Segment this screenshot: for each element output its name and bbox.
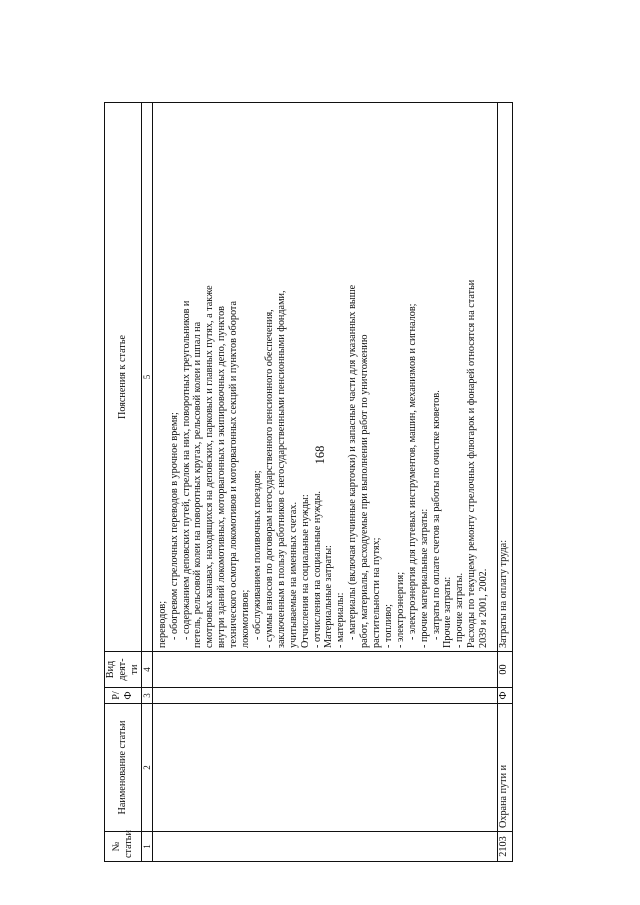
explanation-line: внутри зданий локомотивных, моторвагонных и экипировочных депо, пунктов bbox=[216, 306, 228, 648]
column-number-5: 5 bbox=[141, 103, 152, 652]
page-number: 168 bbox=[313, 445, 327, 465]
continuation-vid-cell bbox=[152, 652, 497, 688]
explanation-line: - обслуживанием поливочных поездов; bbox=[251, 470, 263, 640]
explanation-line: технического осмотра локомотивов и моторвагонных секций и пунктов оборота bbox=[228, 300, 240, 648]
article-explanation: Затраты на оплату труда: bbox=[497, 103, 512, 652]
explanation-line: - электроэнергия для путевых инструментов, машин, механизмов и сигналов; bbox=[406, 303, 418, 640]
explanation-text-cell bbox=[152, 103, 497, 652]
explanation-line: Отчисления на социальные нужды: bbox=[299, 494, 311, 648]
explanation-line: Материальные затраты: bbox=[323, 545, 335, 648]
explanation-line: - затраты по оплате счетов за работы по очистке кюветов. bbox=[430, 390, 442, 640]
explanation-line: - прочие материальные затраты: bbox=[418, 508, 430, 648]
table-row bbox=[497, 103, 512, 862]
continuation-name-cell bbox=[152, 704, 497, 832]
column-number-3: 3 bbox=[141, 688, 152, 704]
explanation-line: 2039 и 2001, 2002. bbox=[478, 568, 490, 648]
explanation-line: смотровых канавах, находящихся на деповских, парковых и главных путях, а также bbox=[204, 285, 216, 648]
explanation-line: Расходы по текущему ремонту стрелочных флюгарок и фонарей относятся на статьи bbox=[466, 279, 478, 648]
continuation-rf-cell bbox=[152, 688, 497, 704]
rotated-table-sheet bbox=[104, 102, 564, 862]
explanation-line: переводов; bbox=[156, 600, 168, 648]
header-activity-type: Вид деят-ти bbox=[105, 652, 142, 688]
article-number-2103: 2103 bbox=[497, 832, 512, 862]
explanation-line: учитываемые на именных счетах. bbox=[287, 501, 299, 648]
explanation-line: - электроэнергия; bbox=[394, 571, 406, 648]
explanation-line: локомотивов; bbox=[240, 589, 252, 648]
explanation-line: - материалы (включая пучинные карточки) и запасные части для указанных выше bbox=[347, 284, 359, 640]
explanation-line: заключенным в пользу работников с негосударственными пенсионными фондами, bbox=[275, 290, 287, 648]
articles-table bbox=[104, 102, 513, 862]
explanation-line: - обогревом стрелочных переводов в урочное время; bbox=[168, 412, 180, 640]
explanation-line: - содержанием деповских путей, стрелок на них, поворотных треугольников и bbox=[180, 300, 192, 640]
header-article-number: № статьи bbox=[105, 832, 142, 862]
explanation-line: растительности на путях; bbox=[371, 537, 383, 648]
continuation-row bbox=[152, 103, 497, 862]
article-name: Охрана пути и bbox=[497, 704, 512, 832]
column-numbers-row bbox=[141, 103, 152, 862]
column-number-4: 4 bbox=[141, 652, 152, 688]
header-explanation: Пояснения к статье bbox=[105, 103, 142, 652]
article-activity-type: 00 bbox=[497, 652, 512, 688]
explanation-line: - отчисления на социальные нужды. bbox=[311, 491, 323, 648]
explanation-line: работ, материалы, расходуемые при выполнении работ по уничтожению bbox=[359, 334, 371, 648]
column-number-2: 2 bbox=[141, 704, 152, 832]
article-rf: Ф bbox=[497, 688, 512, 704]
explanation-line: - суммы взносов по договорам негосударственного пенсионного обеспечения, bbox=[263, 309, 275, 648]
header-article-name: Наименование статьи bbox=[105, 704, 142, 832]
explanation-line: - топливо; bbox=[382, 603, 394, 648]
explanation-line: - прочие затраты. bbox=[454, 572, 466, 648]
explanation-line: петель, рельсовой колеи на поворотных кругах, рельсовой колеи и шпал на bbox=[192, 321, 204, 648]
header-rf: Р/ Ф bbox=[105, 688, 142, 704]
header-row bbox=[105, 103, 142, 862]
explanation-line: Прочие затраты: bbox=[442, 576, 454, 648]
explanation-line: - материалы: bbox=[335, 592, 347, 648]
column-number-1: 1 bbox=[141, 832, 152, 862]
continuation-num-cell bbox=[152, 832, 497, 862]
